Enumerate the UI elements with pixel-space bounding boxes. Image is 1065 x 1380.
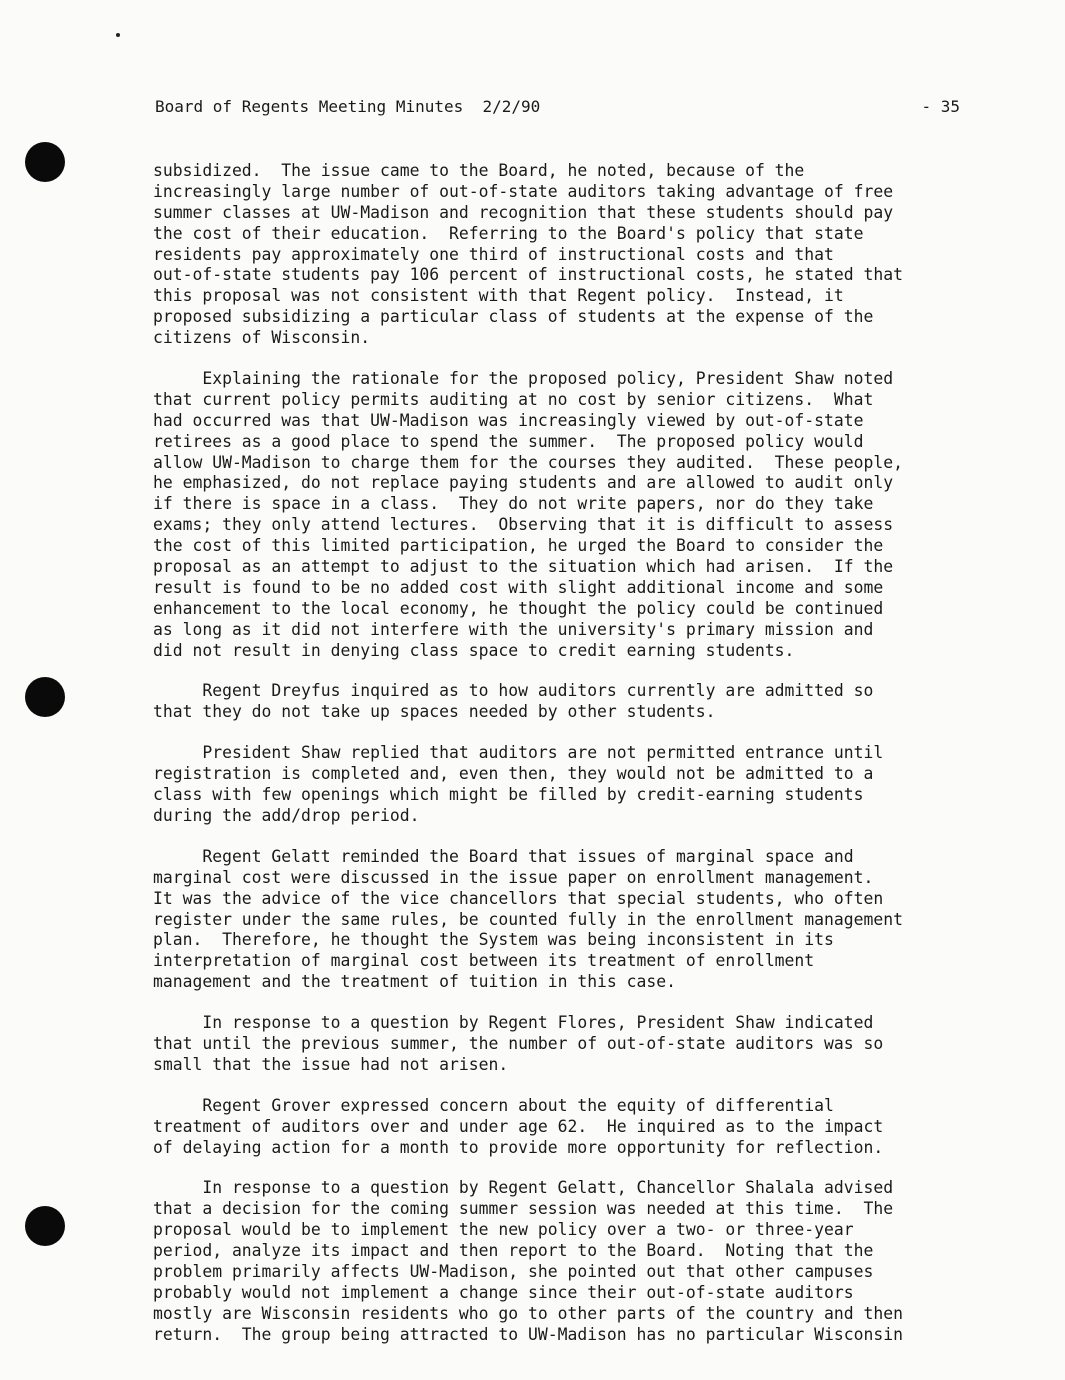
text-line: as long as it did not interfere with the university's primary mission and <box>153 619 874 639</box>
text-line: allow UW-Madison to charge them for the courses they audited. These people, <box>153 452 903 472</box>
text-line: registration is completed and, even then, they would not be admitted to a <box>153 764 874 784</box>
text-line: enhancement to the local economy, he thought the policy could be continued <box>153 598 884 618</box>
paragraph <box>153 369 968 661</box>
text-line: retirees as a good place to spend the summer. The proposed policy would <box>153 431 864 451</box>
text-line: did not result in denying class space to credit earning students. <box>153 640 795 660</box>
text-line: that until the previous summer, the number of out-of-state auditors was so <box>153 1033 884 1053</box>
paragraph <box>153 743 968 827</box>
text-line: probably would not implement a change since their out-of-state auditors <box>153 1282 854 1302</box>
text-line: problem primarily affects UW-Madison, she pointed out that other campuses <box>153 1261 874 1281</box>
text-line: summer classes at UW-Madison and recognition that these students should pay <box>153 202 894 222</box>
text-line: Regent Dreyfus inquired as to how auditors currently are admitted so <box>153 681 874 701</box>
text-line: Regent Grover expressed concern about the equity of differential <box>153 1095 834 1115</box>
text-line: if there is space in a class. They do not write papers, nor do they take <box>153 494 874 514</box>
paragraph <box>153 681 968 723</box>
text-line: that they do not take up spaces needed by other students. <box>153 702 716 722</box>
text-line: exams; they only attend lectures. Observing that it is difficult to assess <box>153 515 894 535</box>
text-line: In response to a question by Regent Flores, President Shaw indicated <box>153 1013 874 1033</box>
text-line: proposal would be to implement the new policy over a two- or three-year <box>153 1220 854 1240</box>
text-line: mostly are Wisconsin residents who go to other parts of the country and then <box>153 1303 903 1323</box>
text-line: of delaying action for a month to provide more opportunity for reflection. <box>153 1137 884 1157</box>
text-line: during the add/drop period. <box>153 805 420 825</box>
text-line: plan. Therefore, he thought the System was being inconsistent in its <box>153 930 834 950</box>
text-line: out-of-state students pay 106 percent of instructional costs, he stated that <box>153 265 903 285</box>
text-line: It was the advice of the vice chancellors that special students, who often <box>153 888 884 908</box>
text-line: proposal as an attempt to adjust to the situation which had arisen. If the <box>153 557 894 577</box>
text-line: register under the same rules, be counted fully in the enrollment management <box>153 909 903 929</box>
text-line: Regent Gelatt reminded the Board that issues of marginal space and <box>153 846 854 866</box>
scan-speck <box>116 33 120 37</box>
text-line: interpretation of marginal cost between its treatment of enrollment <box>153 951 815 971</box>
page-number: - 35 <box>921 97 960 116</box>
text-line: he emphasized, do not replace paying students and are allowed to audit only <box>153 473 894 493</box>
text-line: proposed subsidizing a particular class of students at the expense of the <box>153 307 874 327</box>
text-line: the cost of their education. Referring to the Board's policy that state <box>153 223 864 243</box>
text-line: subsidized. The issue came to the Board, he noted, because of the <box>153 161 805 180</box>
text-line: increasingly large number of out-of-state auditors taking advantage of free <box>153 181 894 201</box>
punch-hole-middle <box>25 677 65 717</box>
text-line: this proposal was not consistent with that Regent policy. Instead, it <box>153 286 844 306</box>
paragraph <box>153 1096 968 1159</box>
text-line: period, analyze its impact and then report to the Board. Noting that the <box>153 1241 874 1261</box>
text-line: that current policy permits auditing at no cost by senior citizens. What <box>153 389 874 409</box>
text-line: President Shaw replied that auditors are not permitted entrance until <box>153 743 884 763</box>
text-line: treatment of auditors over and under age 62. He inquired as to the impact <box>153 1116 884 1136</box>
text-line: class with few openings which might be filled by credit-earning students <box>153 785 864 805</box>
text-line: had occurred was that UW-Madison was increasingly viewed by out-of-state <box>153 410 864 430</box>
text-line: small that the issue had not arisen. <box>153 1054 509 1074</box>
text-line: that a decision for the coming summer session was needed at this time. The <box>153 1199 894 1219</box>
header-title: Board of Regents Meeting Minutes 2/2/90 <box>155 97 541 116</box>
paragraph <box>153 161 968 349</box>
text-line: result is found to be no added cost with slight additional income and some <box>153 577 884 597</box>
text-line: return. The group being attracted to UW-Madison has no particular Wisconsin <box>153 1324 903 1344</box>
punch-hole-top <box>25 142 65 182</box>
text-line: marginal cost were discussed in the issue paper on enrollment management. <box>153 867 874 887</box>
text-line: residents pay approximately one third of instructional costs and that <box>153 244 834 264</box>
paragraph <box>153 847 968 993</box>
text-line: citizens of Wisconsin. <box>153 328 371 348</box>
paragraph <box>153 1178 968 1345</box>
punch-hole-bottom <box>25 1206 65 1246</box>
text-line: the cost of this limited participation, he urged the Board to consider the <box>153 536 884 556</box>
document-body <box>153 161 968 1366</box>
text-line: Explaining the rationale for the proposed policy, President Shaw noted <box>153 369 894 389</box>
text-line: In response to a question by Regent Gelatt, Chancellor Shalala advised <box>153 1178 894 1198</box>
text-line: management and the treatment of tuition in this case. <box>153 972 677 992</box>
paragraph <box>153 1013 968 1076</box>
